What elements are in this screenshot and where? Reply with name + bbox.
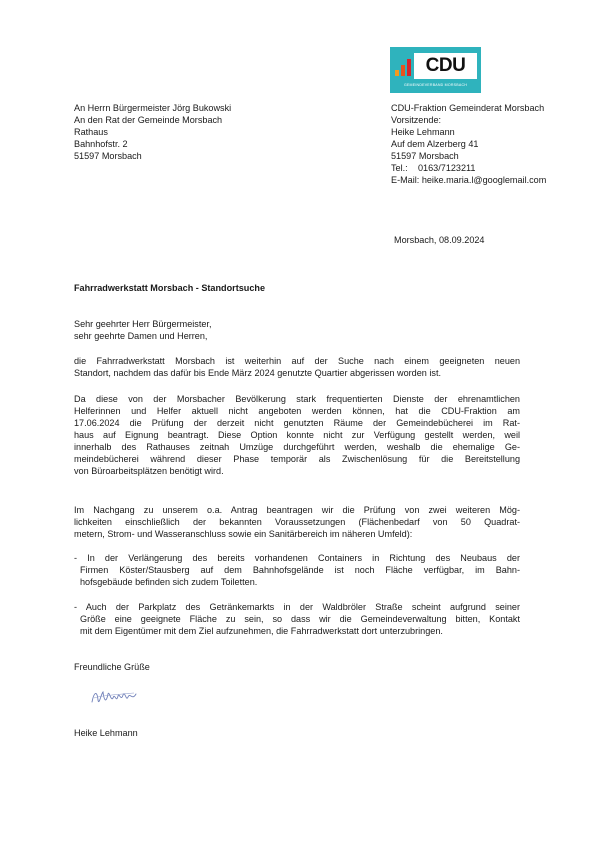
tel-number: 0163/7123211 [418, 163, 476, 173]
recipient-line: Rathaus [74, 127, 108, 137]
cdu-logo [390, 47, 481, 93]
salutation-line: sehr geehrte Damen und Herren, [74, 331, 208, 341]
paragraph-line: innerhalb des Rathauses zeitnah Umzüge durchgeführt werden, weshalb die ehemalige Ge- [74, 442, 520, 452]
bullet-line: - In der Verlängerung des bereits vorhandenen Containers in Richtung des Neubaus der [74, 553, 520, 563]
paragraph-3 [74, 504, 520, 540]
paragraph-line: 17.06.2024 die Prüfung der derzeit nicht genutzten Räume der Gemeindebücherei im Rat- [74, 418, 520, 428]
sender-address [391, 102, 546, 186]
letter-date: Morsbach, 08.09.2024 [394, 235, 485, 245]
paragraph-line: haus auf Eignung beantragt. Diese Option konnte nicht zur Verfügung gestellt werden, weil [74, 430, 520, 440]
recipient-line: 51597 Morsbach [74, 151, 142, 161]
paragraph-line: Helferinnen und Helfer aktuell nicht angeboten werden können, hat die CDU-Fraktion am [74, 406, 520, 416]
paragraph-line: von Büroarbeitsplätzen benötigt wird. [74, 466, 224, 476]
recipient-line: Bahnhofstr. 2 [74, 139, 128, 149]
paragraph-line: die Fahrradwerkstatt Morsbach ist weiterhin auf der Suche nach einem geeigneten neuen [74, 356, 520, 366]
tel-label: Tel.: [391, 163, 408, 173]
bullet-line: Größe eine geeignete Fläche zu sein, so dass wir die Gemeindeverwaltung bitten, Kontakt [80, 614, 520, 624]
logo-text: CDU [414, 53, 477, 79]
letter-subject: Fahrradwerkstatt Morsbach - Standortsuche [74, 283, 266, 293]
salutation [74, 318, 211, 342]
sender-line: 51597 Morsbach [391, 151, 459, 161]
paragraph-line: Da diese von der Morsbacher Bevölkerung stark frequentierten Dienste der ehrenamtlichen [74, 394, 520, 404]
sender-line: Heike Lehmann [391, 127, 455, 137]
signature-name: Heike Lehmann [74, 728, 138, 738]
bullet-line: Firmen Köster/Stausberg auf dem Bahnhofsgelände ist noch Fläche verfügbar, im Bahn- [80, 565, 520, 575]
salutation-line: Sehr geehrter Herr Bürgermeister, [74, 319, 212, 329]
paragraph-line: lichkeiten einschließlich der bekannten Voraussetzungen (Flächenbedarf von 50 Quadrat- [74, 517, 520, 527]
recipient-line: An den Rat der Gemeinde Morsbach [74, 115, 223, 125]
sender-line: CDU-Fraktion Gemeinderat Morsbach [391, 103, 545, 113]
bullet-2 [74, 601, 520, 637]
recipient-address [74, 102, 231, 162]
bullet-1 [74, 552, 520, 588]
bullet-line: - Auch der Parkplatz des Getränkemarkts in der Waldbröler Straße scheint aufgrund seiner [74, 602, 520, 612]
bullet-line: mit dem Eigentümer mit dem Ziel aufzunehmen, die Fahrradwerkstatt dort unterzubringen. [80, 626, 443, 636]
paragraph-line: Standort, nachdem das dafür bis Ende März 2024 genutzte Quartier abgerissen worden ist. [74, 368, 441, 378]
signature-image [90, 686, 140, 710]
paragraph-line: Im Nachgang zu unserem o.a. Antrag beantragen wir die Prüfung von zwei weiteren Mög- [74, 505, 520, 515]
sender-tel [391, 162, 546, 174]
paragraph-line: metern, Strom- und Wasseranschluss sowie ein Sanitärbereich im näheren Umfeld): [74, 529, 413, 539]
sender-email: E-Mail: heike.maria.l@googlemail.com [391, 175, 547, 185]
paragraph-line: meindebücherei während dieser Phase temporär als Zwischenlösung für die Bereitstellung [74, 454, 520, 464]
paragraph-1 [74, 355, 520, 379]
logo-bars-icon [395, 59, 411, 76]
bullet-line: hofsgebäude befinden sich zudem Toiletten. [80, 577, 258, 587]
sender-line: Auf dem Alzerberg 41 [391, 139, 479, 149]
sender-line: Vorsitzende: [391, 115, 442, 125]
logo-subtext: GEMEINDEVERBAND MORSBACH [403, 83, 468, 87]
closing: Freundliche Grüße [74, 662, 150, 672]
paragraph-2 [74, 393, 520, 477]
recipient-line: An Herrn Bürgermeister Jörg Bukowski [74, 103, 232, 113]
